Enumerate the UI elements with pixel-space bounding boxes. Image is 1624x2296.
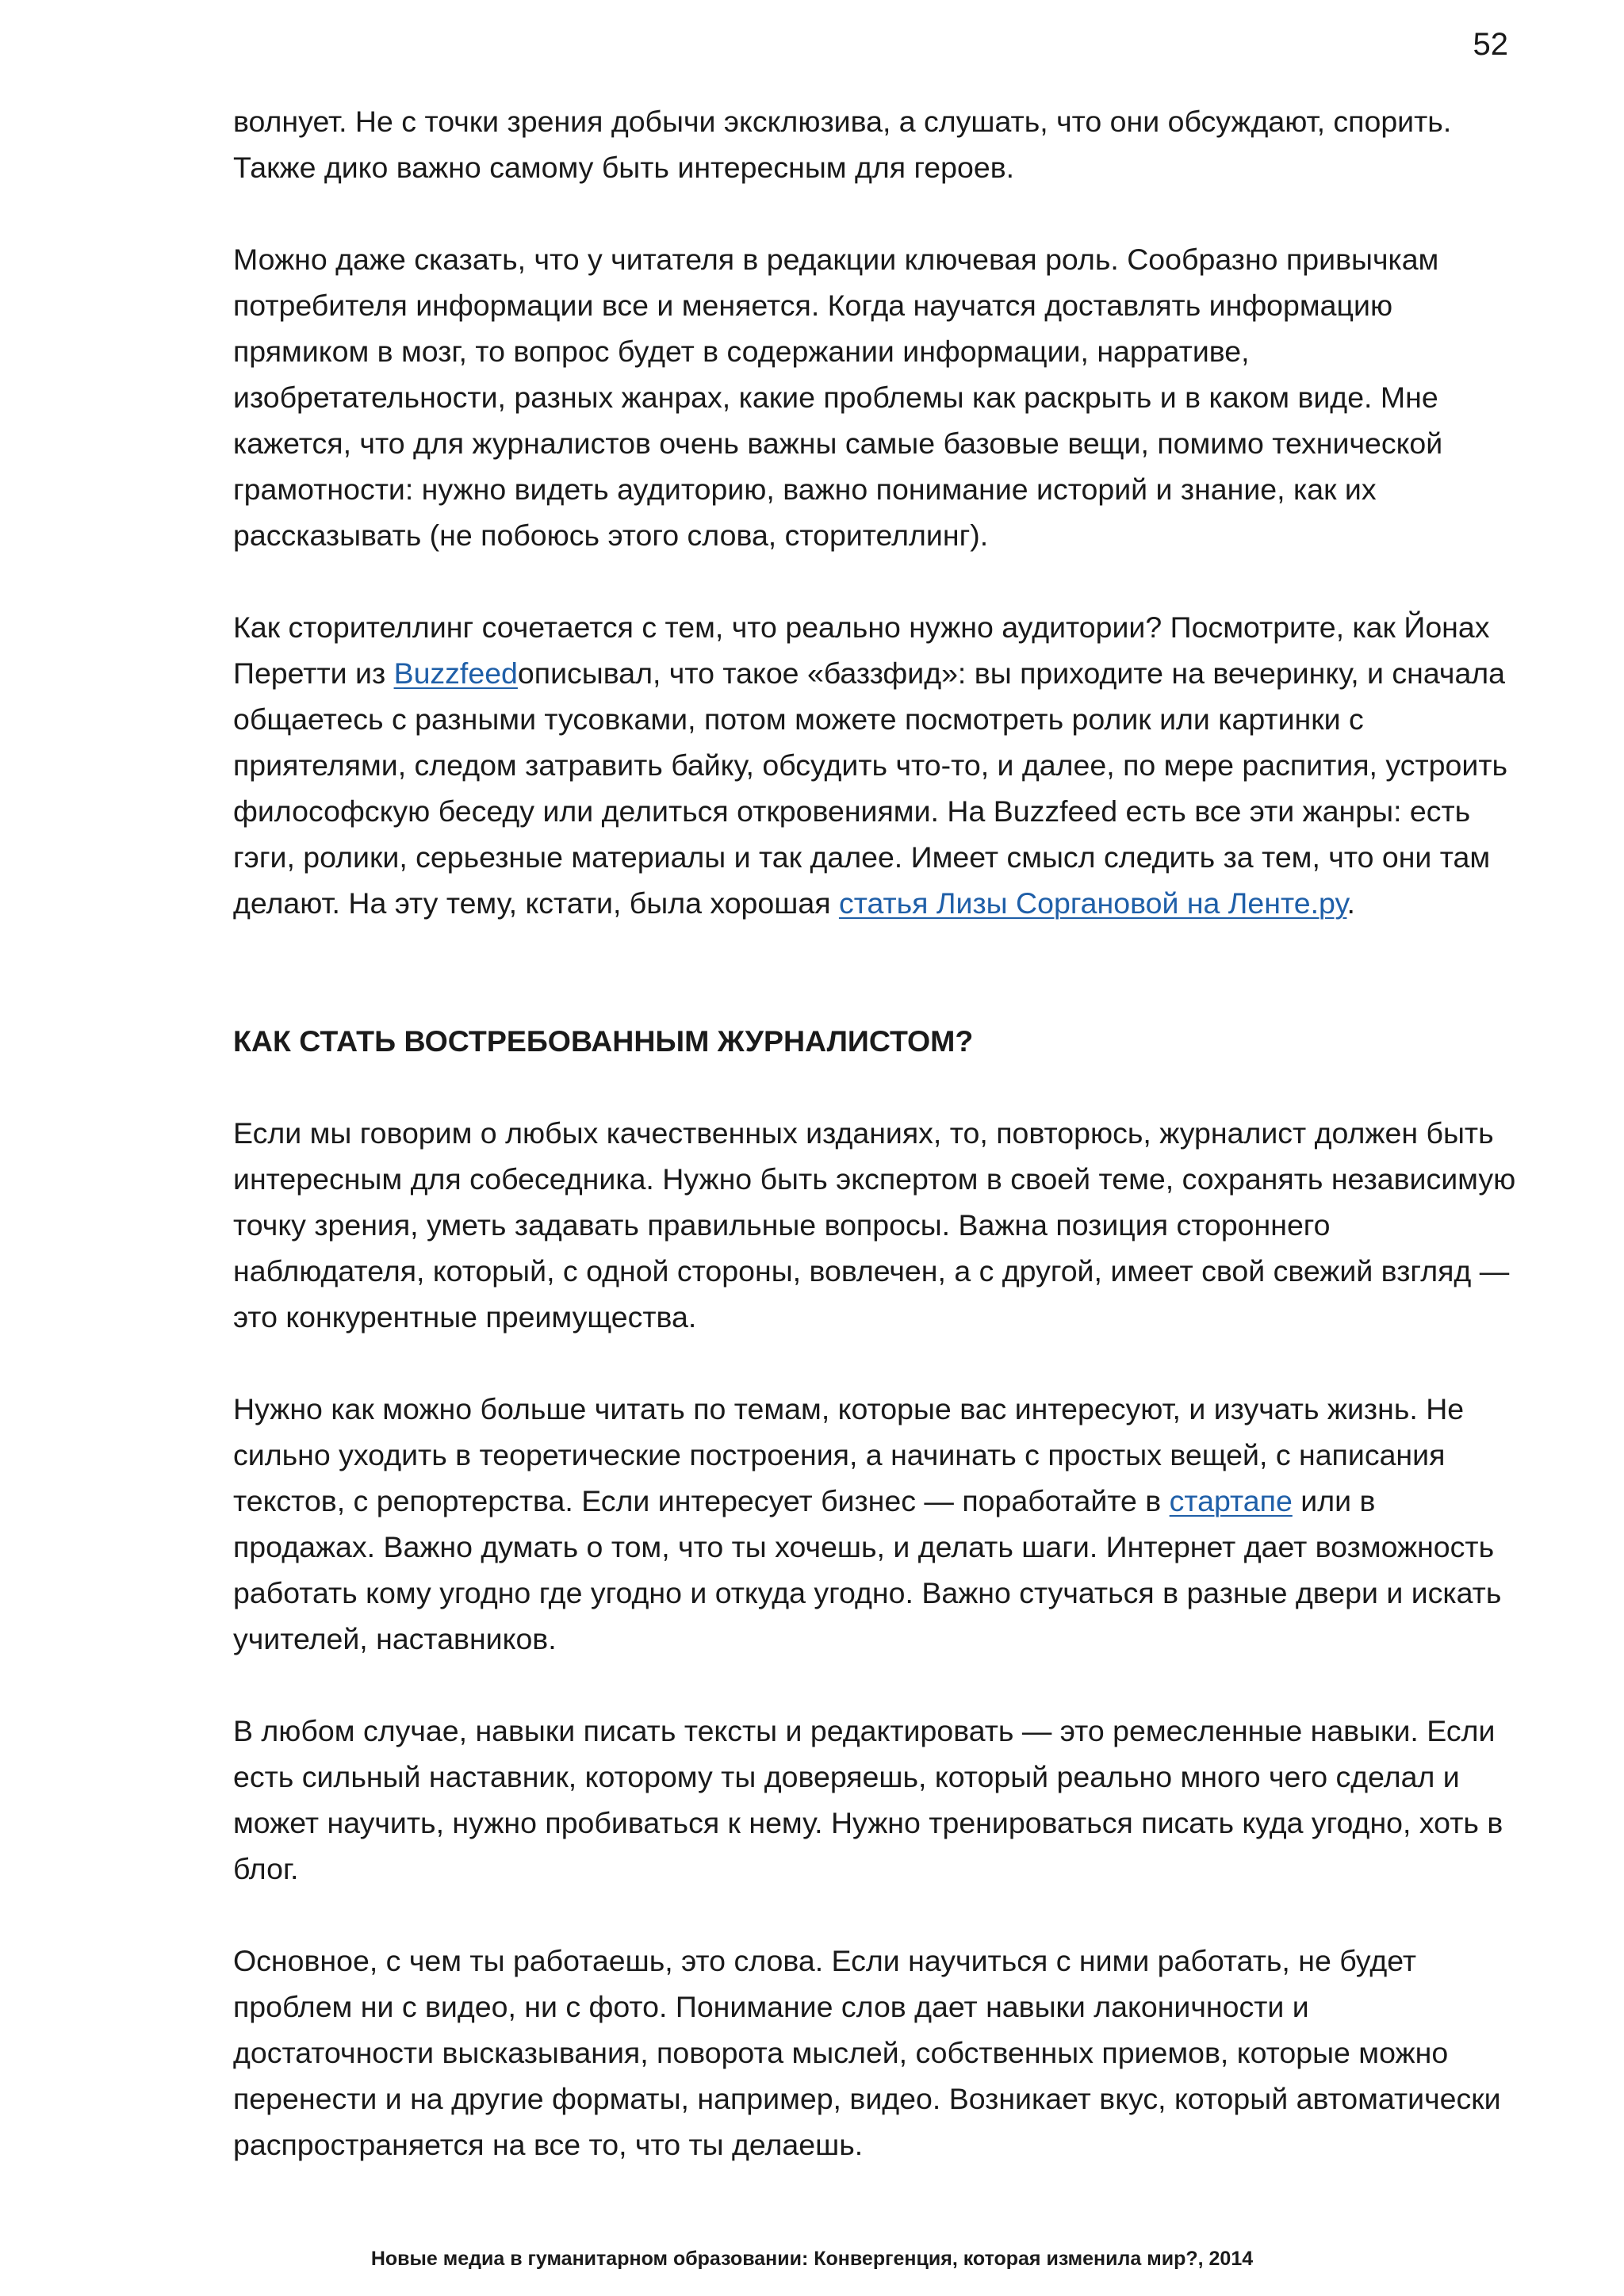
paragraph-1: волнует. Не с точки зрения добычи эксклюзива, а слушать, что они обсуждают, спорить. Также дико важно самому быть интересным для героев.	[233, 105, 1452, 184]
paragraph-2: Можно даже сказать, что у читателя в редакции ключевая роль. Сообразно привычкам потребителя информации все и меняется. Когда научатся доставлять информацию прямиком в мозг, то вопрос будет в содержании информации, нарративе, изобретательности, разных жанрах, какие проблемы как раскрыть и в каком виде. Мне кажется, что для журналистов очень важны самые базовые вещи, помимо технической грамотности: нужно видеть аудиторию, важно понимание историй и знание, как их рассказывать (не побоюсь этого слова, сторителлинг).	[233, 243, 1443, 552]
paragraph-7: Основное, с чем ты работаешь, это слова. Если научиться с ними работать, не будет проблем ни с видео, ни с фото. Понимание слов дает навыки лаконичности и достаточности высказывания, поворота мыслей, собственных приемов, которые можно перенести и на другие форматы, например, видео. Возникает вкус, который автоматически распространяется на все то, что ты делаешь.	[233, 1944, 1501, 2161]
document-body	[233, 98, 1518, 2168]
page-footer: Новые медиа в гуманитарном образовании: Конвергенция, которая изменила мир?, 2014	[370, 2248, 1254, 2270]
section-heading: КАК СТАТЬ ВОСТРЕБОВАННЫМ ЖУРНАЛИСТОМ?	[233, 1024, 974, 1058]
paragraph-3	[233, 604, 1518, 926]
paragraph-4: Если мы говорим о любых качественных изданиях, то, повторюсь, журналист должен быть интересным для собеседника. Нужно быть экспертом в своей теме, сохранять независимую точку зрения, уметь задавать правильные вопросы. Важна позиция стороннего наблюдателя, который, с одной стороны, вовлечен, а с другой, имеет свой свежий взгляд — это конкурентные преимущества.	[233, 1116, 1516, 1334]
lenta-article-link[interactable]: статья Лизы Соргановой на Ленте.ру	[838, 886, 1347, 920]
paragraph-3-text-2: описывал, что такое «баззфид»: вы приходите на вечеринку, и сначала общаетесь с разными тусовками, потом можете посмотреть ролик или картинки с приятелями, следом затравить байку, обсудить что-то, и далее, по мере распития, устроить философскую беседу или делиться откровениями. На Buzzfeed есть все эти жанры: есть гэги, ролики, серьезные материалы и так далее. Имеет смысл следить за тем, что они там делают. На эту тему, кстати, была хорошая	[233, 656, 1508, 920]
paragraph-5-text-1: Нужно как можно больше читать по темам, которые вас интересуют, и изучать жизнь. Не сильно уходить в теоретические построения, а начинать с простых вещей, с написания текстов, с репортерства. Если интересует бизнес — поработайте в	[233, 1392, 1465, 1517]
paragraph-3-text-1: Как сторителлинг сочетается с тем, что реально нужно аудитории? Посмотрите, как Йонах Перетти из	[233, 610, 1490, 690]
startup-link[interactable]: стартапе	[1169, 1484, 1293, 1517]
paragraph-5-text-2: или в продажах. Важно думать о том, что ты хочешь, и делать шаги. Интернет дает возможность работать кому угодно где угодно и откуда угодно. Важно стучаться в разные двери и искать учителей, наставников.	[233, 1484, 1502, 1655]
buzzfeed-link[interactable]: Buzzfeed	[393, 656, 518, 690]
page-number: 52	[1473, 27, 1508, 62]
paragraph-5	[233, 1386, 1518, 1662]
paragraph-6: В любом случае, навыки писать тексты и редактировать — это ремесленные навыки. Если есть сильный наставник, которому ты доверяешь, который реально много чего сделал и может научить, нужно пробиваться к нему. Нужно тренироваться писать куда угодно, хоть в блог.	[233, 1714, 1503, 1885]
paragraph-3-text-3: .	[1346, 886, 1355, 920]
